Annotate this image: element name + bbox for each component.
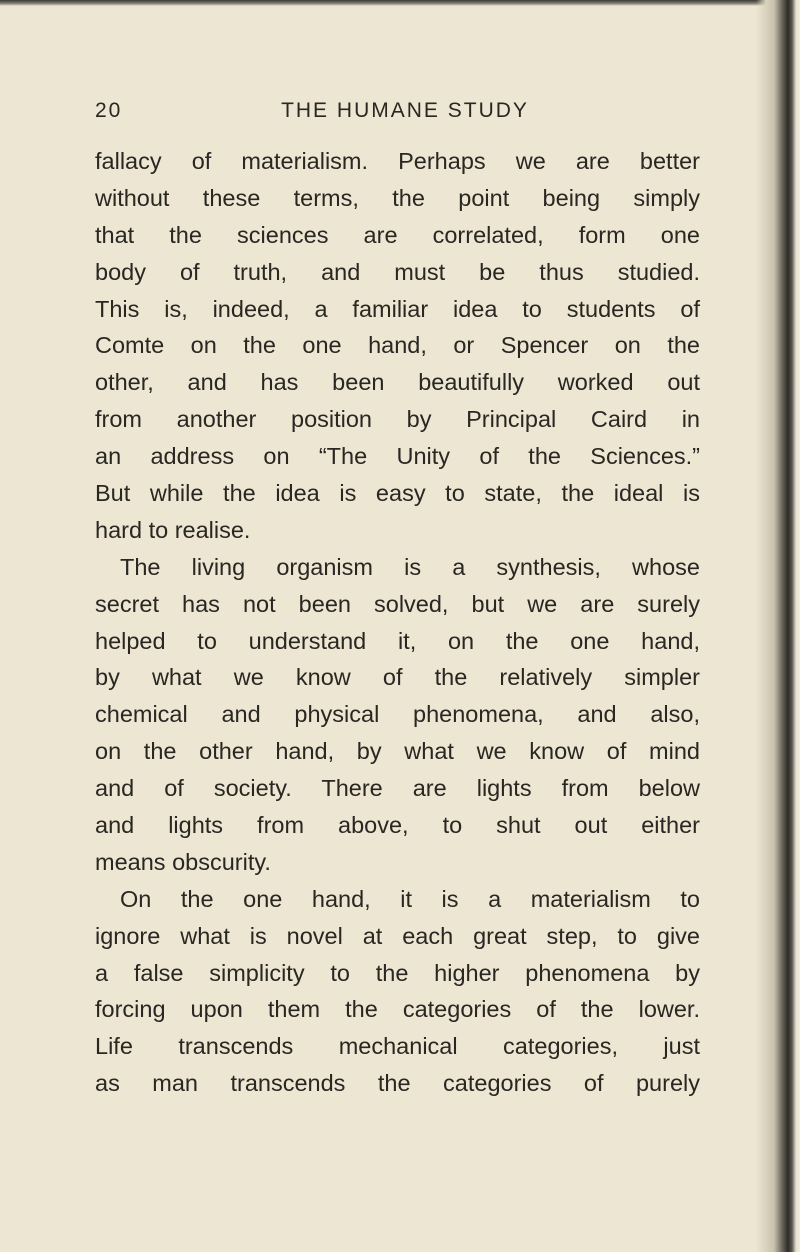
text-line: Life transcends mechanical categories, just	[95, 1033, 700, 1060]
text-line: Comte on the one hand, or Spencer on the	[95, 332, 700, 359]
text-line: and of society. There are lights from below	[95, 775, 700, 802]
text-line: by what we know of the relatively simpler	[95, 664, 700, 691]
text-line: a false simplicity to the higher phenomena by	[95, 959, 700, 986]
text-line: This is, indeed, a familiar idea to students of	[95, 295, 700, 322]
text-line: other, and has been beautifully worked out	[95, 369, 700, 396]
text-line: forcing upon them the categories of the lower.	[95, 996, 700, 1023]
text-line: helped to understand it, on the one hand,	[95, 627, 700, 654]
text-line: means obscurity.	[95, 848, 271, 875]
text-line: The living organism is a synthesis, whose	[120, 553, 700, 580]
page-gutter-edge	[756, 0, 800, 1252]
text-line: fallacy of materialism. Perhaps we are better	[95, 148, 700, 174]
text-line: and lights from above, to shut out either	[95, 812, 700, 839]
text-line: hard to realise.	[95, 516, 251, 543]
text-line: chemical and physical phenomena, and also,	[95, 701, 700, 728]
body-text	[95, 143, 700, 1102]
running-title: THE HUMANE STUDY	[281, 99, 529, 122]
running-head	[95, 99, 700, 131]
text-line: an address on “The Unity of the Sciences.”	[95, 443, 700, 470]
text-line: secret has not been solved, but we are surely	[95, 590, 700, 617]
page-top-edge	[0, 0, 800, 6]
text-line: from another position by Principal Caird in	[95, 406, 700, 433]
text-line: that the sciences are correlated, form one	[95, 221, 700, 248]
text-line: body of truth, and must be thus studied.	[95, 258, 700, 285]
text-line: ignore what is novel at each great step, to give	[95, 922, 700, 949]
text-line: without these terms, the point being simply	[95, 184, 700, 211]
page-number: 20	[95, 99, 123, 122]
text-line: But while the idea is easy to state, the ideal is	[95, 480, 700, 507]
text-line: On the one hand, it is a materialism to	[120, 885, 700, 912]
text-line: as man transcends the categories of purely	[95, 1070, 700, 1097]
text-line: on the other hand, by what we know of mind	[95, 738, 700, 765]
